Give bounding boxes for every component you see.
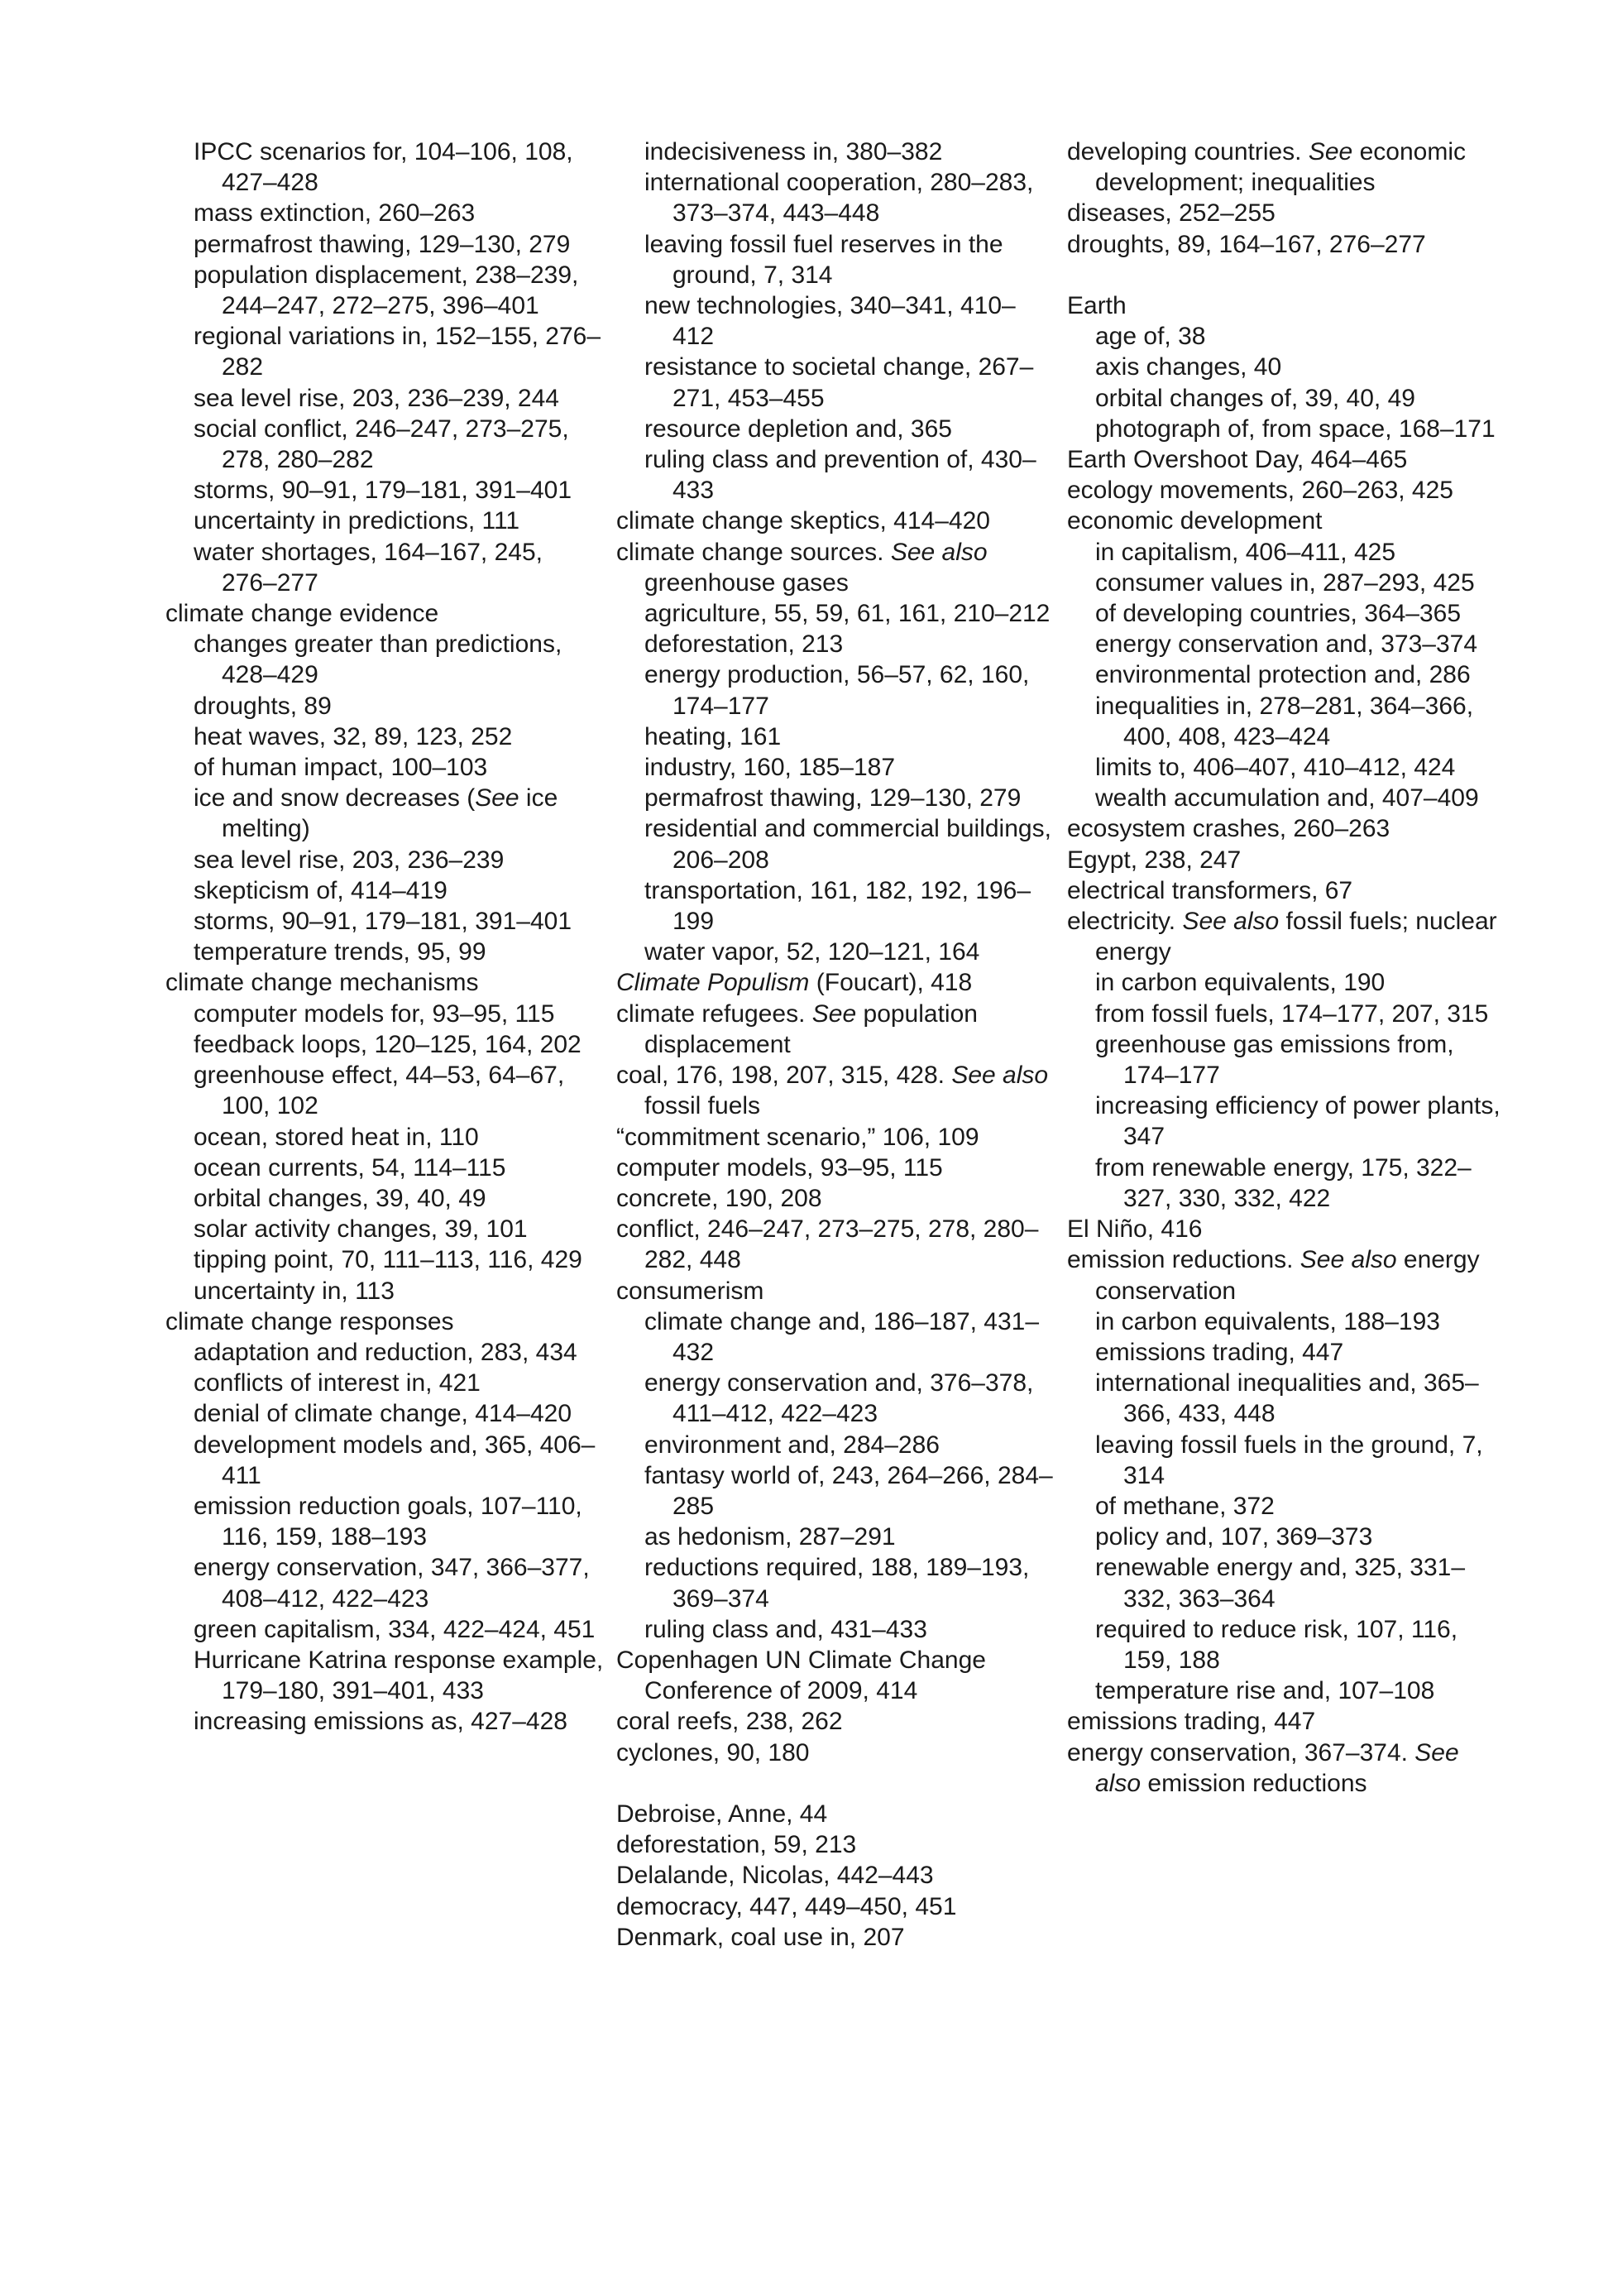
entry-text: fossil fuels — [644, 1062, 1055, 1120]
entry-text: energy conservation, 347, 366–377, 408–412, 422–423 — [194, 1554, 597, 1613]
index-subentry — [1095, 1491, 1505, 1522]
index-column-2 — [616, 137, 1059, 1953]
entry-text: consumer values in, 287–293, 425 — [1095, 568, 1475, 597]
entry-text: storms, 90–91, 179–181, 391–401 — [194, 477, 572, 505]
entry-text: agriculture, 55, 59, 61, 161, 210–212 — [644, 600, 1051, 628]
index-subentry — [1095, 999, 1505, 1029]
entry-text: Earth — [1067, 292, 1127, 319]
index-subentry — [1095, 1337, 1505, 1368]
index-subentry — [194, 1276, 604, 1306]
entry-text: consumerism — [616, 1277, 764, 1305]
index-subentry — [194, 999, 604, 1029]
entry-text: increasing efficiency of power plants, 347 — [1095, 1092, 1508, 1151]
index-entry — [1067, 475, 1505, 506]
index-entry — [1067, 813, 1505, 844]
entry-text: adaptation and reduction, 283, 434 — [194, 1338, 577, 1366]
index-subentry — [644, 1522, 1055, 1552]
index-entry — [1067, 845, 1505, 875]
index-subentry — [644, 598, 1055, 629]
entry-text: greenhouse gas emissions from, 174–177 — [1095, 1030, 1461, 1090]
index-entry — [1067, 906, 1505, 967]
entry-text: climate change skeptics, 414–420 — [616, 507, 990, 535]
entry-text: Egypt, 238, 247 — [1067, 846, 1242, 874]
index-subentry — [1095, 1614, 1505, 1675]
index-entry — [616, 1183, 1055, 1214]
entry-text: Earth Overshoot Day, 464–465 — [1067, 446, 1408, 474]
index-subentry — [644, 1430, 1055, 1460]
index-subentry — [194, 1183, 604, 1214]
entry-text: developing countries. — [1067, 138, 1309, 165]
index-subentry — [194, 321, 604, 382]
index-subentry — [194, 1368, 604, 1398]
entry-text: IPCC scenarios for, 104–106, 108, 427–428 — [194, 138, 580, 197]
index-subentry — [194, 721, 604, 752]
index-subentry — [194, 1214, 604, 1244]
index-subentry — [194, 629, 604, 690]
entry-text: coal, 176, 198, 207, 315, 428. — [616, 1062, 952, 1090]
index-entry — [616, 1860, 1055, 1891]
entry-text: age of, 38 — [1095, 323, 1206, 351]
cross-reference-text: See also — [1095, 1738, 1467, 1797]
entry-text: Denmark, coal use in, 207 — [616, 1923, 905, 1951]
entry-text: changes greater than predictions, 428–429 — [194, 630, 569, 689]
entry-text: inequalities in, 278–281, 364–366, 400, 408, 423–424 — [1095, 692, 1481, 750]
entry-text: economic development — [1067, 507, 1323, 535]
index-subentry — [644, 1552, 1055, 1613]
entry-text: fossil fuels; nuclear energy — [1095, 908, 1505, 966]
entry-text: ice melting) — [222, 784, 565, 843]
index-subentry — [1095, 598, 1505, 629]
index-subentry — [194, 1153, 604, 1183]
entry-text: resistance to societal change, 267–271, 453–455 — [644, 353, 1034, 412]
entry-text: new technologies, 340–341, 410–412 — [644, 292, 1016, 351]
entry-text: population displacement, 238–239, 244–247, 272–275, 396–401 — [194, 261, 586, 320]
entry-text: energy conservation — [1095, 1246, 1486, 1305]
index-subentry — [1095, 568, 1505, 598]
entry-text: energy conservation and, 373–374 — [1095, 630, 1478, 659]
index-subentry — [644, 875, 1055, 937]
entry-text: from renewable energy, 175, 322–327, 330, 332, 422 — [1095, 1153, 1472, 1212]
cross-reference-text: Climate Populism — [616, 969, 810, 997]
index-entry — [616, 1922, 1055, 1953]
index-subentry — [644, 167, 1055, 228]
index-subentry — [1095, 1090, 1508, 1152]
entry-text: green capitalism, 334, 422–424, 451 — [194, 1615, 596, 1643]
index-entry — [616, 1060, 1055, 1121]
index-subentry — [194, 137, 604, 198]
entry-text: increasing emissions as, 427–428 — [194, 1708, 567, 1736]
index-entry — [616, 506, 1055, 536]
entry-text: population displacement — [644, 999, 985, 1058]
index-column-3 — [1067, 137, 1508, 1799]
index-subentry — [194, 198, 604, 228]
index-subentry — [1095, 352, 1505, 382]
entry-text: electrical transformers, 67 — [1067, 876, 1353, 904]
entry-text: economic development; inequalities — [1095, 138, 1473, 197]
entry-text: ice and snow decreases ( — [194, 784, 476, 812]
entry-text: international inequalities and, 365–366, 433, 448 — [1095, 1369, 1479, 1428]
index-subentry — [644, 629, 1055, 659]
index-subentry — [1095, 629, 1505, 659]
entry-text: as hedonism, 287–291 — [644, 1523, 896, 1551]
entry-text: indecisiveness in, 380–382 — [644, 138, 943, 165]
entry-text: orbital changes of, 39, 40, 49 — [1095, 384, 1415, 412]
entry-text: of methane, 372 — [1095, 1492, 1275, 1520]
index-subentry — [194, 1430, 604, 1491]
index-subentry — [1095, 537, 1505, 568]
entry-text: axis changes, 40 — [1095, 353, 1282, 381]
entry-text: energy production, 56–57, 62, 160, 174–177 — [644, 661, 1036, 720]
index-entry — [616, 1799, 1055, 1829]
index-entry — [1067, 1214, 1505, 1244]
entry-text: leaving fossil fuels in the ground, 7, 314 — [1095, 1431, 1490, 1489]
index-subentry — [1095, 967, 1505, 998]
index-entry — [616, 1645, 1055, 1706]
entry-text: democracy, 447, 449–450, 451 — [616, 1892, 957, 1920]
index-subentry — [1095, 1153, 1505, 1214]
index-subentry — [194, 1706, 604, 1737]
entry-text: concrete, 190, 208 — [616, 1184, 822, 1212]
entry-text: computer models, 93–95, 115 — [616, 1153, 943, 1182]
entry-text: residential and commercial buildings, 206–208 — [644, 815, 1059, 874]
index-entry — [616, 537, 1055, 598]
entry-text: temperature rise and, 107–108 — [1095, 1677, 1435, 1705]
index-entry — [616, 1738, 1055, 1768]
entry-text: sea level rise, 203, 236–239 — [194, 846, 505, 874]
entry-text: tipping point, 70, 111–113, 116, 429 — [194, 1246, 582, 1274]
index-subentry — [194, 937, 604, 967]
index-entry — [165, 967, 604, 998]
index-entry — [1067, 875, 1505, 906]
entry-text: climate change evidence — [165, 600, 439, 628]
entry-text: renewable energy and, 325, 331–332, 363–364 — [1095, 1554, 1466, 1613]
index-subentry — [194, 383, 604, 414]
entry-text: uncertainty in predictions, 111 — [194, 507, 520, 535]
entry-text: climate change mechanisms — [165, 969, 479, 997]
entry-text: Hurricane Katrina response example, 179–180, 391–401, 433 — [194, 1646, 610, 1705]
index-subentry — [194, 1122, 604, 1153]
entry-text: energy conservation, 367–374. — [1067, 1738, 1415, 1766]
index-entry — [616, 1214, 1055, 1275]
entry-text: emissions trading, 447 — [1095, 1338, 1344, 1366]
cross-reference-text: See — [1308, 138, 1353, 165]
entry-text: climate refugees. — [616, 999, 812, 1028]
entry-text: environment and, 284–286 — [644, 1431, 940, 1459]
index-subentry — [194, 1337, 604, 1368]
entry-text: heat waves, 32, 89, 123, 252 — [194, 722, 513, 750]
entry-text: ocean currents, 54, 114–115 — [194, 1153, 506, 1182]
index-entry — [616, 1706, 1055, 1737]
entry-text: development models and, 365, 406–411 — [194, 1431, 596, 1489]
entry-text: ecology movements, 260–263, 425 — [1067, 477, 1453, 505]
entry-text: of human impact, 100–103 — [194, 754, 488, 782]
index-entry — [165, 1306, 604, 1337]
index-subentry — [644, 1614, 1055, 1645]
entry-text: required to reduce risk, 107, 116, 159, 188 — [1095, 1615, 1465, 1674]
index-subentry — [644, 813, 1059, 875]
entry-text: coral reefs, 238, 262 — [616, 1708, 843, 1736]
entry-text: emissions trading, 447 — [1067, 1708, 1316, 1736]
index-subentry — [1095, 321, 1505, 352]
index-subentry — [194, 229, 604, 260]
entry-text: regional variations in, 152–155, 276–282 — [194, 323, 601, 381]
index-subentry — [1095, 1368, 1505, 1429]
entry-text: energy conservation and, 376–378, 411–412, 422–423 — [644, 1369, 1041, 1428]
entry-text: permafrost thawing, 129–130, 279 — [644, 784, 1022, 812]
index-subentry — [194, 1244, 604, 1275]
index-subentry — [1095, 1306, 1505, 1337]
cross-reference-text: See also — [890, 538, 988, 566]
entry-text: sea level rise, 203, 236–239, 244 — [194, 384, 559, 412]
index-subentry — [1095, 1675, 1505, 1706]
index-subentry — [1095, 414, 1505, 444]
entry-text: environmental protection and, 286 — [1095, 661, 1471, 689]
entry-text: Copenhagen UN Climate Change Conference of 2009, 414 — [616, 1646, 993, 1705]
index-entry — [616, 1829, 1055, 1860]
entry-text: Debroise, Anne, 44 — [616, 1800, 828, 1828]
index-subentry — [194, 506, 604, 536]
index-entry — [1067, 506, 1505, 536]
entry-text: transportation, 161, 182, 192, 196–199 — [644, 876, 1031, 936]
entry-text: ocean, stored heat in, 110 — [194, 1123, 479, 1151]
entry-text: temperature trends, 95, 99 — [194, 938, 486, 966]
index-entry — [616, 1122, 1055, 1153]
index-subentry — [194, 475, 604, 506]
entry-text: in capitalism, 406–411, 425 — [1095, 538, 1396, 566]
entry-text: (Foucart), 418 — [809, 969, 973, 997]
index-subentry — [644, 229, 1055, 290]
index-subentry — [194, 906, 604, 937]
entry-text: conflict, 246–247, 273–275, 278, 280–282, 448 — [616, 1215, 1039, 1274]
entry-text: reductions required, 188, 189–193, 369–374 — [644, 1554, 1036, 1613]
index-entry — [616, 999, 1055, 1060]
entry-text: emission reductions — [1141, 1769, 1367, 1797]
index-subentry — [644, 1306, 1055, 1368]
entry-text: droughts, 89 — [194, 692, 332, 720]
entry-text: deforestation, 59, 213 — [616, 1831, 857, 1859]
index-subentry — [1095, 1552, 1505, 1613]
index-entry — [616, 967, 1055, 998]
entry-text: photograph of, from space, 168–171 — [1095, 415, 1496, 443]
index-entry — [1067, 1706, 1505, 1737]
index-subentry — [194, 414, 604, 475]
entry-text: climate change responses — [165, 1307, 454, 1335]
entry-text: cyclones, 90, 180 — [616, 1738, 810, 1766]
entry-text: from fossil fuels, 174–177, 207, 315 — [1095, 999, 1489, 1028]
index-subentry — [644, 783, 1055, 813]
index-subentry — [644, 937, 1055, 967]
entry-text: solar activity changes, 39, 101 — [194, 1215, 528, 1244]
index-subentry — [194, 783, 604, 844]
entry-text: deforestation, 213 — [644, 630, 844, 659]
entry-text: wealth accumulation and, 407–409 — [1095, 784, 1479, 812]
index-subentry — [644, 352, 1055, 413]
entry-text: uncertainty in, 113 — [194, 1277, 395, 1305]
index-subentry — [644, 1368, 1055, 1429]
entry-text: industry, 160, 185–187 — [644, 754, 896, 782]
entry-text: skepticism of, 414–419 — [194, 876, 448, 904]
entry-text: greenhouse gases — [644, 538, 994, 597]
index-column-1 — [165, 137, 610, 1738]
index-entry — [616, 1276, 1055, 1306]
index-subentry — [194, 1398, 604, 1429]
index-subentry — [194, 1029, 604, 1060]
index-subentry — [194, 845, 604, 875]
entry-text: permafrost thawing, 129–130, 279 — [194, 230, 571, 258]
entry-text: El Niño, 416 — [1067, 1215, 1203, 1244]
index-entry — [165, 598, 604, 629]
index-subentry — [1095, 1430, 1505, 1491]
entry-text: “commitment scenario,” 106, 109 — [616, 1123, 979, 1151]
index-subentry — [644, 137, 1055, 167]
index-subentry — [644, 721, 1055, 752]
entry-text: ecosystem crashes, 260–263 — [1067, 815, 1390, 843]
entry-text: in carbon equivalents, 190 — [1095, 969, 1386, 997]
index-entry — [1067, 229, 1505, 260]
index-entry — [1067, 1244, 1505, 1306]
entry-text: Delalande, Nicolas, 442–443 — [616, 1862, 934, 1890]
index-subentry — [1095, 783, 1505, 813]
index-subentry — [644, 414, 1055, 444]
entry-text: ruling class and prevention of, 430–433 — [644, 446, 1036, 505]
entry-text: electricity. — [1067, 908, 1183, 936]
entry-text: ruling class and, 431–433 — [644, 1615, 927, 1643]
entry-text: limits to, 406–407, 410–412, 424 — [1095, 754, 1456, 782]
index-subentry — [194, 260, 604, 321]
entry-text: social conflict, 246–247, 273–275, 278, 280–282 — [194, 415, 577, 474]
index-subentry — [1095, 1522, 1505, 1552]
index-entry — [616, 1153, 1055, 1183]
index-subentry — [1095, 1029, 1505, 1090]
entry-text: leaving fossil fuel reserves in the ground, 7, 314 — [644, 230, 1010, 289]
entry-text: of developing countries, 364–365 — [1095, 600, 1462, 628]
index-subentry — [644, 659, 1055, 721]
index-subentry — [194, 537, 604, 598]
index-entry — [616, 1891, 1055, 1922]
index-entry — [1067, 1738, 1505, 1799]
entry-text: storms, 90–91, 179–181, 391–401 — [194, 908, 572, 936]
index-subentry — [194, 691, 604, 721]
entry-text: in carbon equivalents, 188–193 — [1095, 1307, 1440, 1335]
index-subentry — [194, 875, 604, 906]
entry-text: feedback loops, 120–125, 164, 202 — [194, 1030, 582, 1058]
index-subentry — [1095, 691, 1505, 752]
index-subentry — [194, 1060, 604, 1121]
index-subentry — [644, 752, 1055, 783]
cross-reference-text: See — [811, 999, 857, 1028]
entry-text: mass extinction, 260–263 — [194, 199, 476, 228]
index-subentry — [194, 752, 604, 783]
index-subentry — [194, 1491, 604, 1552]
index-subentry — [1095, 659, 1505, 690]
entry-text: orbital changes, 39, 40, 49 — [194, 1184, 486, 1212]
index-subentry — [194, 1552, 604, 1613]
index-entry — [1067, 198, 1505, 228]
entry-text: international cooperation, 280–283, 373–374, 443–448 — [644, 169, 1041, 228]
entry-text: emission reductions. — [1067, 1246, 1300, 1274]
cross-reference-text: See — [475, 784, 519, 812]
entry-text: fantasy world of, 243, 264–266, 284–285 — [644, 1461, 1053, 1520]
entry-text: greenhouse effect, 44–53, 64–67, 100, 102 — [194, 1062, 572, 1120]
entry-text: resource depletion and, 365 — [644, 415, 952, 443]
entry-text: droughts, 89, 164–167, 276–277 — [1067, 230, 1426, 258]
index-subentry — [644, 444, 1055, 506]
index-subentry — [194, 1645, 610, 1706]
cross-reference-text: See also — [1182, 908, 1280, 936]
entry-text: heating, 161 — [644, 722, 782, 750]
entry-text: water shortages, 164–167, 245, 276–277 — [194, 538, 550, 597]
index-entry — [1067, 444, 1505, 475]
cross-reference-text: See also — [1299, 1246, 1397, 1274]
index-entry — [1067, 137, 1505, 198]
entry-text: climate change sources. — [616, 538, 891, 566]
index-subentry — [1095, 752, 1505, 783]
entry-text: water vapor, 52, 120–121, 164 — [644, 938, 980, 966]
entry-text: emission reduction goals, 107–110, 116, 159, 188–193 — [194, 1492, 590, 1551]
index-entry — [1067, 290, 1505, 321]
entry-text: climate change and, 186–187, 431–432 — [644, 1307, 1040, 1366]
entry-text: conflicts of interest in, 421 — [194, 1369, 481, 1397]
index-subentry — [644, 290, 1055, 352]
index-subentry — [1095, 383, 1505, 414]
index-subentry — [644, 1460, 1055, 1522]
index-subentry — [194, 1614, 604, 1645]
entry-text: denial of climate change, 414–420 — [194, 1400, 572, 1428]
entry-text: diseases, 252–255 — [1067, 199, 1276, 228]
entry-text: policy and, 107, 369–373 — [1095, 1523, 1373, 1551]
cross-reference-text: See also — [951, 1062, 1049, 1090]
entry-text: computer models for, 93–95, 115 — [194, 999, 555, 1028]
